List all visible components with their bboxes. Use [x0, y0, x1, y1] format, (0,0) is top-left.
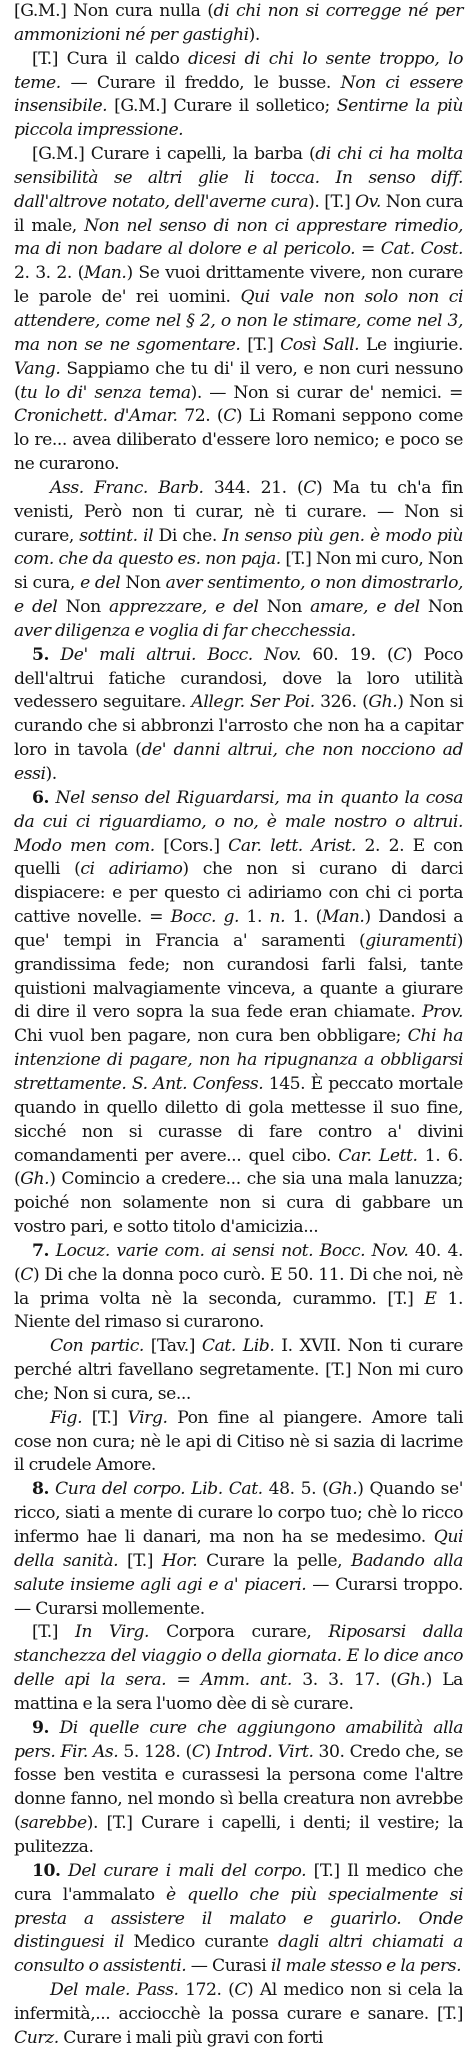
- roman-text: 3. 3. 17. (: [291, 1670, 397, 1691]
- roman-text: ) La mattina e la sera l'uomo dèe di sè curare.: [14, 1670, 463, 1714]
- roman-text: =: [166, 1670, 201, 1691]
- roman-text: [Cors.]: [154, 835, 229, 856]
- italic-text: Ass. Franc. Barb.: [50, 477, 204, 498]
- italic-text: e del: [80, 573, 121, 594]
- roman-text: 40. 4. (: [14, 1240, 463, 1285]
- italic-text: De' mali altrui.: [60, 644, 196, 665]
- roman-text: ) Non si curando che si abbronzi l'arrosto che non ha a capitar loro in tavola (: [14, 692, 463, 761]
- italic-text: Cronichett. d'Amar.: [14, 406, 178, 427]
- italic-text: Badando alla salute insieme agli agi e a' piaceri.: [14, 1550, 464, 1595]
- italic-text: Del male. Pass.: [50, 1980, 179, 2001]
- roman-text: ) Poco dell'altrui fatiche curandosi, dove la loro utilità vedessero seguitare.: [14, 644, 463, 713]
- roman-text: Sappiamo che tu di' il vero, e non curi nessuno (: [14, 358, 463, 403]
- italic-text: Locuz. varie com. ai sensi not. Bocc. Nov.: [55, 1240, 409, 1261]
- roman-text: ).: [248, 24, 260, 45]
- italic-text: il male stesso e la pers.: [270, 1956, 462, 1977]
- italic-text: amare, e del: [310, 597, 420, 618]
- roman-text: ) Li Romani seppono come lo re... avea diliberato d'essere loro nemico; e poco se ne curarono.: [14, 406, 463, 475]
- roman-text: ) Di che la donna poco curò. E 50. 11. Di che noi, nè la prima volta nè la seconda, curammo. [T.]: [14, 1264, 463, 1309]
- roman-text: 344. 21. (: [203, 477, 304, 498]
- roman-text: Di che.: [153, 525, 223, 546]
- roman-text: ): [204, 1741, 216, 1762]
- roman-text: — Curasi: [186, 1956, 271, 1977]
- roman-text: ) Al medico non si cela la infermità,... acciocchè la possa curare e sanare. [T.]: [14, 1980, 463, 2024]
- italic-text: C: [20, 1264, 33, 1285]
- italic-text: Bocc. Nov.: [207, 644, 301, 665]
- roman-text: ).: [45, 764, 57, 784]
- italic-text: Fig.: [50, 1407, 83, 1428]
- entry-paragraph-p9: [14, 1407, 463, 1479]
- roman-text: Non: [120, 573, 166, 594]
- roman-text: ). [T.] Curare i capelli, i denti; il vestire; la pulitezza.: [14, 1813, 463, 1857]
- italic-text: C: [191, 1741, 205, 1762]
- roman-text: Medico curante: [123, 1932, 278, 1953]
- roman-text: [T.] Cura il caldo: [32, 48, 188, 69]
- roman-text: [T.]: [82, 1407, 128, 1428]
- roman-text: ). — Non si curar de' nemici. =: [190, 382, 463, 403]
- italic-text: dagli altri chiamati a consulto o assistenti.: [14, 1932, 463, 1977]
- entry-paragraph-p4: [14, 477, 463, 644]
- roman-text: 1.: [239, 907, 270, 928]
- roman-text: [T.]: [118, 1550, 162, 1571]
- roman-text: [T.] Non mi curo, Non si cura,: [14, 549, 463, 594]
- roman-text: 2. 2. E con quelli (: [14, 835, 463, 880]
- roman-text: ) che non si curano di darci dispiacere: e per questo ci adiriamo con chi ci porta cattive novelle. =: [14, 859, 463, 928]
- roman-text: 30. Credo che, se fosse ben vestita e curassesi la persona come l'altre donne fanno, nel mondo sì bella creatura non avrebbe (: [14, 1741, 463, 1834]
- roman-text: 72. (: [177, 406, 224, 427]
- italic-text: ci adiriamo: [80, 859, 183, 880]
- italic-text: Chi ha intenzione di pagare, non ha ripugnanza a obbligarsi strettamente.: [14, 1026, 463, 1094]
- italic-text: C: [303, 477, 316, 498]
- italic-text: Gh.: [20, 1169, 50, 1190]
- italic-text: Qui vale non solo non ci attendere, come nel § 2, o non le stimare, come nel 3, ma non se ne sgomentare.: [14, 287, 463, 355]
- italic-text: Di quelle cure che aggiungono amabilità alla pers. Fir. As.: [14, 1717, 463, 1762]
- italic-text: sarebbe: [20, 1813, 87, 1834]
- roman-text: 48. 5. (: [262, 1479, 329, 1500]
- roman-text: ) Quando se' ricco, siati a mente di curare lo corpo tuo; chè lo ricco infermo hae li danari, ma non ha se medesimo.: [14, 1479, 464, 1547]
- italic-text: Virg.: [127, 1407, 168, 1428]
- roman-text: 2. 3. 2. (: [14, 263, 84, 284]
- roman-text: ). [T.]: [308, 191, 356, 212]
- italic-text: Car. Lett.: [338, 1145, 418, 1166]
- italic-text: Gh.: [368, 692, 398, 713]
- roman-text: Chi vuol ben pagare, non cura ben obbligare;: [14, 1026, 408, 1047]
- sense-number: 7.: [32, 1240, 50, 1261]
- italic-text: è quello che più specialmente si presta a assistere il malato e guarirlo. Onde distinguesi il: [14, 1884, 464, 1953]
- italic-text: Vang.: [14, 358, 61, 379]
- italic-text: Hor.: [161, 1550, 198, 1571]
- roman-text: — Curare il freddo, le busse.: [60, 72, 341, 93]
- roman-text: 326. (: [314, 692, 369, 713]
- entry-paragraph-p14: [14, 1979, 463, 2051]
- italic-text: Man.: [83, 263, 127, 284]
- italic-text: Gh.: [396, 1670, 426, 1691]
- roman-text: [T.]: [240, 334, 281, 355]
- roman-text: Non cura il male,: [14, 191, 463, 236]
- roman-text: [G.M.] Curare i capelli, la barba (: [32, 144, 316, 165]
- roman-text: ) Dandosi a que' tempi in Francia a' saramenti (: [14, 907, 464, 951]
- entry-paragraph-p8: [14, 1335, 463, 1407]
- entry-paragraph-p5: [14, 644, 463, 787]
- entry-paragraph-p6: [14, 787, 463, 1240]
- italic-text: aver sentimento, o non dimostrarlo, e del: [14, 573, 463, 618]
- italic-text: Ov.: [355, 191, 381, 212]
- italic-text: Nel senso del Riguardarsi, ma in quanto la cosa da cui ci riguardiamo, o no, è male nostro o altrui. Modo men com.: [14, 787, 463, 856]
- italic-text: Non nel senso di non ci apprestare rimedio, ma di non badare al dolore e al pericolo.: [14, 215, 463, 260]
- italic-text: aver diligenza e voglia di far checchessia.: [14, 620, 356, 641]
- italic-text: C: [234, 1980, 248, 2001]
- italic-text: Del curare i mali del corpo.: [67, 1860, 307, 1881]
- entry-paragraph-p2: [14, 48, 463, 143]
- italic-text: In senso più gen. è modo più com. che da questo es. non paja.: [14, 525, 464, 570]
- roman-text: [G.M.] Non cura nulla (: [14, 1, 214, 21]
- roman-text: [49, 645, 60, 665]
- italic-text: Non ci essere insensibile.: [14, 72, 463, 117]
- entry-paragraph-p13: [14, 1860, 463, 1979]
- roman-text: 60. 19. (: [300, 644, 394, 665]
- italic-text: C: [393, 644, 406, 665]
- roman-text: [61, 1861, 68, 1881]
- italic-text: n.: [269, 907, 286, 928]
- roman-text: Non: [57, 597, 109, 618]
- entry-paragraph-p10: [14, 1478, 463, 1621]
- italic-text: Qui della sanità.: [14, 1527, 463, 1571]
- italic-text: Introd. Virt.: [215, 1741, 314, 1762]
- roman-text: Pon fine al piangere. Amore tali cose non cura; nè le api di Citiso nè si sazia di lacrime il crudele Amore.: [14, 1407, 463, 1476]
- entry-paragraph-p1: [14, 0, 463, 48]
- roman-text: Curare la pelle,: [197, 1550, 352, 1571]
- italic-text: Cat. Lib.: [201, 1336, 275, 1357]
- roman-text: ) Se vuoi drittamente vivere, non curare le parole de' rei uomini.: [14, 263, 463, 308]
- roman-text: [T.]: [32, 1622, 76, 1643]
- italic-text: Cat. Cost.: [380, 239, 463, 260]
- roman-text: Non: [258, 597, 311, 618]
- roman-text: [T.] Il medico che cura l'ammalato: [14, 1860, 463, 1905]
- italic-text: sottint. il: [79, 525, 154, 546]
- italic-text: Allegr. Ser Poi.: [191, 692, 315, 713]
- roman-text: Le ingiurie.: [359, 334, 463, 355]
- roman-text: [196, 645, 207, 665]
- roman-text: Curare i mali più gravi con forti: [58, 2027, 323, 2048]
- sense-number: 10.: [32, 1860, 61, 1881]
- roman-text: 172. (: [178, 1980, 235, 2001]
- roman-text: [G.M.] Curare il solletico;: [107, 96, 337, 117]
- entry-paragraph-p12: [14, 1717, 463, 1860]
- roman-text: Corpora curare,: [149, 1622, 329, 1643]
- entry-paragraph-p11: [14, 1621, 463, 1716]
- roman-text: — Curarsi troppo. — Curarsi mollemente.: [14, 1574, 463, 1619]
- italic-text: In Virg.: [75, 1622, 150, 1643]
- roman-text: =: [355, 239, 381, 260]
- italic-text: C: [223, 406, 236, 427]
- italic-text: dicesi di chi lo sente troppo, lo teme.: [14, 48, 463, 93]
- italic-text: Amm. ant.: [200, 1670, 292, 1691]
- entry-paragraph-p7: [14, 1240, 463, 1335]
- sense-number: 8.: [32, 1479, 50, 1500]
- roman-text: ) Comincio a credere... che sia una mala lanuzza; poiché non solamente non si cura di gabbare un vostro pari, e sotto titolo d'amicizia...: [14, 1169, 463, 1238]
- italic-text: giuramenti: [365, 930, 457, 951]
- italic-text: Man.: [321, 907, 365, 928]
- italic-text: Prov.: [421, 1002, 463, 1023]
- italic-text: di chi non si corregge né per ammonizioni né per gastighi: [14, 1, 463, 45]
- italic-text: Curz.: [14, 2027, 59, 2048]
- italic-text: Così Sall.: [280, 334, 360, 355]
- roman-text: [49, 1718, 59, 1738]
- roman-text: Non: [419, 597, 464, 618]
- italic-text: Con partic.: [50, 1336, 144, 1357]
- italic-text: Gh.: [328, 1479, 358, 1500]
- sense-number: 5.: [32, 644, 50, 665]
- roman-text: 1. (: [285, 907, 322, 928]
- italic-text: Sentirne la più piccola impressione.: [14, 96, 464, 141]
- italic-text: de' danni altrui, che non nocciono ad essi: [14, 740, 463, 784]
- italic-text: E: [424, 1288, 437, 1309]
- entry-paragraph-p3: [14, 143, 463, 477]
- sense-number: 6.: [32, 787, 50, 808]
- roman-text: ) Ma tu ch'a fin venisti, Però non ti curar, nè ti curare. — Non si curare,: [14, 477, 464, 546]
- roman-text: I. XVII. Non ti curare perché altri favellano segretamente. [T.] Non mi curo che; Non si cura, se...: [14, 1336, 464, 1404]
- italic-text: S. Ant. Confess.: [131, 1073, 264, 1094]
- italic-text: Car. lett. Arist.: [228, 835, 356, 856]
- roman-text: 1. Niente del rimaso si curarono.: [14, 1288, 463, 1333]
- italic-text: di chi ci ha molta sensibilità se altri glie li tocca. In senso diff. dall'altrove notato, dell'averne cura: [14, 144, 463, 212]
- roman-text: [Tav.]: [143, 1336, 202, 1357]
- italic-text: Cura del corpo. Lib. Cat.: [55, 1479, 263, 1500]
- roman-text: 1. 6. (: [14, 1145, 463, 1190]
- roman-text: 5. 128. (: [118, 1741, 192, 1762]
- roman-text: ) grandissima fede; non curandosi farli falsi, tante quistioni malvagiamente vinceva, a quante a giurare di dire il vero sopra la sua fede eran chiamate.: [14, 930, 463, 1023]
- italic-text: Bocc. g.: [170, 907, 240, 928]
- sense-number: 9.: [32, 1717, 50, 1738]
- italic-text: apprezzare, e del: [108, 597, 259, 618]
- italic-text: Riposarsi dalla stanchezza del viaggio o della giornata. E lo dice anco delle api la sera.: [14, 1622, 464, 1691]
- italic-text: tu lo di' senza tema: [20, 382, 191, 403]
- roman-text: 145. È peccato mortale quando in quello diletto di gola mettesse il suo fine, sicché non si curasse di fare contro a' divini comandamenti per avere... quel cibo.: [14, 1073, 463, 1166]
